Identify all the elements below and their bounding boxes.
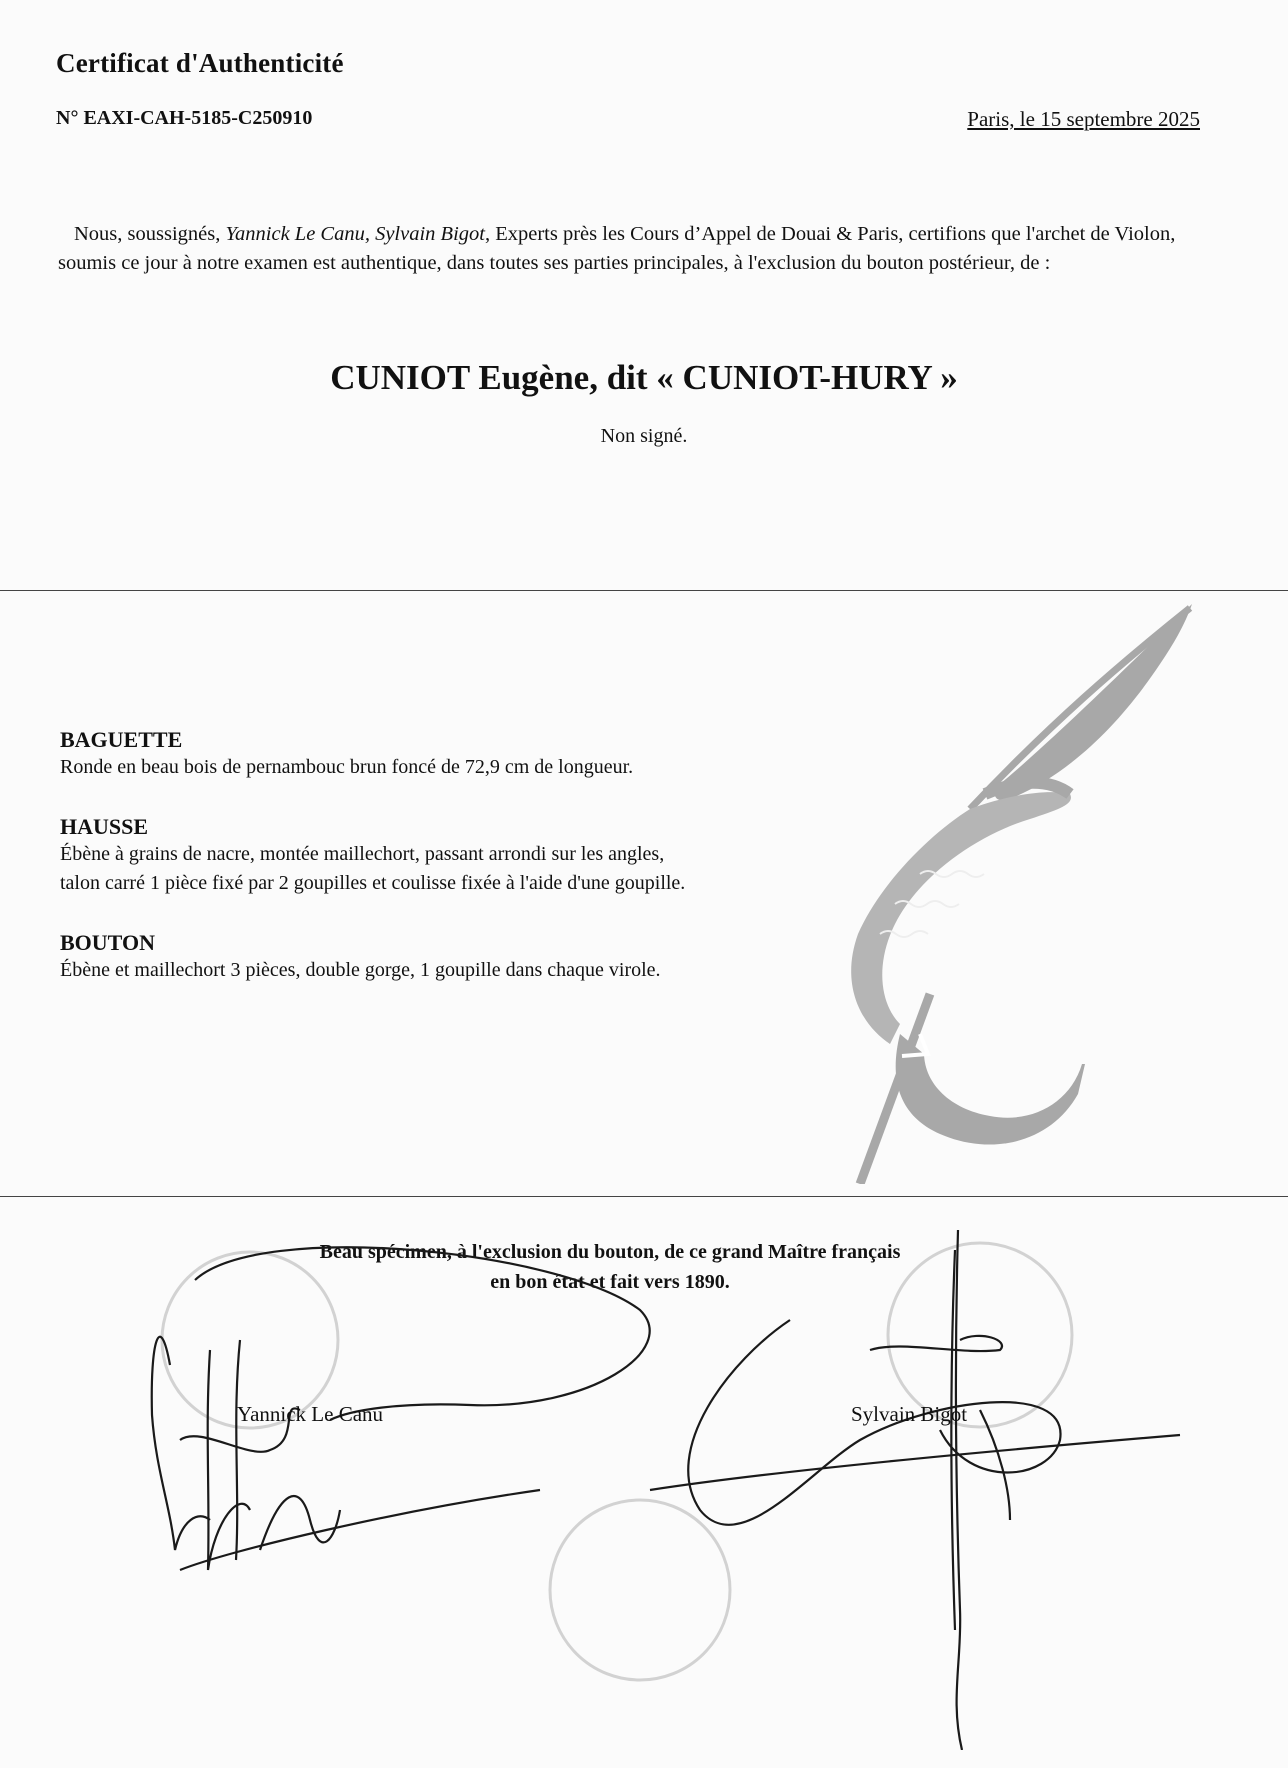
section-text: Ronde en beau bois de pernambouc brun foncé de 72,9 cm de longueur.: [60, 756, 634, 778]
signatory-name-left: Yannick Le Canu: [237, 1402, 384, 1426]
signature-right-scribble: [650, 1230, 1180, 1750]
issue-date: Paris, le 15 septembre 2025: [967, 107, 1200, 131]
section-divider-top: [0, 590, 1288, 591]
bow-maker-name: CUNIOT Eugène, dit « CUNIOT-HURY »: [330, 358, 958, 397]
section-baguette: [60, 727, 820, 782]
statement-opening: Nous, soussignés,: [74, 223, 226, 245]
expert-names: Yannick Le Canu, Sylvain Bigot: [225, 223, 485, 245]
section-title: BOUTON: [60, 930, 155, 955]
document-title: Certificat d'Authenticité: [56, 48, 344, 78]
conclusion-text: Beau spécimen, à l'exclusion du bouton, de ce grand Maître français en bon état et fait vers 1890.: [319, 1241, 901, 1293]
certificate-number: N° EAXI-CAH-5185-C250910: [56, 107, 313, 129]
section-title: HAUSSE: [60, 814, 149, 839]
section-bouton: [60, 930, 820, 985]
section-text: Ébène à grains de nacre, montée maillechort, passant arrondi sur les angles, talon carré 1 pièce fixé par 2 goupilles et coulisse fixée à l'aide d'une goupille.: [60, 843, 686, 894]
signature-status: Non signé.: [600, 425, 688, 447]
expert-stamp-center: [550, 1500, 730, 1680]
section-text: Ébène et maillechort 3 pièces, double gorge, 1 goupille dans chaque virole.: [60, 959, 661, 981]
section-divider-bottom: [0, 1196, 1288, 1197]
bow-emblem-logo: [820, 604, 1200, 1184]
section-title: BAGUETTE: [60, 727, 183, 752]
section-hausse: [60, 814, 820, 898]
certification-statement: [58, 220, 1178, 278]
statement-body: , Experts près les Cours d’Appel de Douai & Paris, certifions que l'archet de Violon, soumis ce jour à notre examen est authentique, dans toutes ses parties principales, à l'exclusion du bouton postérieur, de :: [58, 223, 1176, 274]
signatory-name-right: Sylvain Bigot: [851, 1402, 968, 1426]
